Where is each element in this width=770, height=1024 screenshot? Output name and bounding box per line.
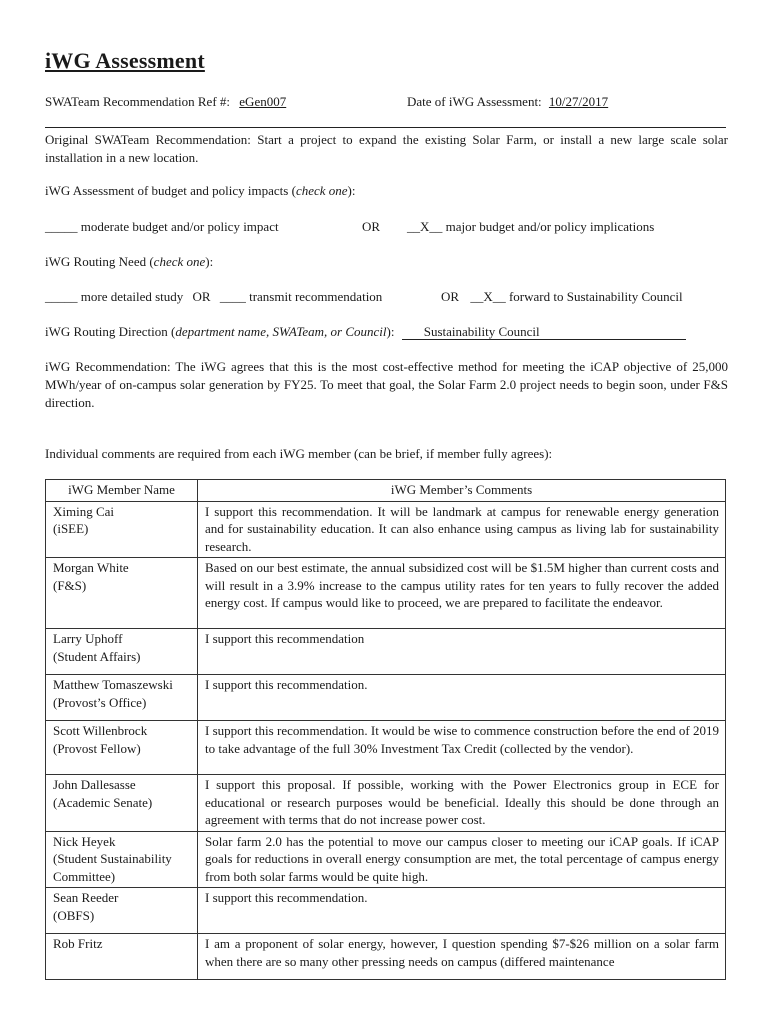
option-label-major: major budget and/or policy implications xyxy=(445,219,655,234)
member-cell xyxy=(46,721,198,775)
routing-heading-end: ): xyxy=(205,254,214,269)
routing-heading-text: iWG Routing Need ( xyxy=(45,254,154,269)
checkbox-blank-transmit[interactable]: ____ xyxy=(219,289,246,304)
member-affiliation: (F&S) xyxy=(53,577,87,593)
member-affiliation: (Student Sustainability Committee) xyxy=(53,851,172,884)
option-label-moderate: moderate budget and/or policy impact xyxy=(80,219,279,234)
reference-line xyxy=(45,93,286,111)
member-cell xyxy=(46,675,198,721)
routing-direction-value[interactable]: Sustainability Council xyxy=(402,325,686,340)
member-cell xyxy=(46,888,198,934)
checkbox-blank-moderate[interactable]: _____ xyxy=(45,219,78,234)
routing-direction-end: ): xyxy=(386,324,395,339)
table-row xyxy=(46,721,726,775)
header-member-comments: iWG Member’s Comments xyxy=(198,480,726,502)
original-recommendation: Original SWATeam Recommendation: Start a project to expand the existing Solar Farm, or install a new large scale solar installation in a new location. xyxy=(45,132,728,165)
member-comment: I support this recommendation. xyxy=(198,675,726,721)
table-row xyxy=(46,934,726,980)
member-affiliation: (Academic Senate) xyxy=(53,794,153,810)
member-affiliation: (OBFS) xyxy=(53,907,95,923)
member-cell xyxy=(46,831,198,888)
member-cell xyxy=(46,501,198,558)
member-cell xyxy=(46,775,198,832)
member-name: Ximing Cai xyxy=(53,503,115,519)
option-label-study: more detailed study xyxy=(80,289,184,304)
budget-option-moderate xyxy=(45,218,279,236)
member-comment: I support this recommendation. xyxy=(198,888,726,934)
member-affiliation: (Provost’s Office) xyxy=(53,694,147,710)
member-name: Matthew Tomaszewski xyxy=(53,677,173,692)
routing-option-study xyxy=(45,288,382,306)
budget-heading-text: iWG Assessment of budget and policy impacts ( xyxy=(45,183,296,198)
member-comment: Based on our best estimate, the annual subsidized cost will be $1.5M higher than current costs and will result in a 3.9% increase to the campus utility rates for ten years to fully recover the added energy cost. If campus would like to proceed, we are prepared to facilitate the endeavor. xyxy=(198,558,726,629)
comments-table xyxy=(45,479,726,980)
budget-heading-note: check one xyxy=(295,183,348,198)
member-comment: I am a proponent of solar energy, however, I question spending $7-$26 million on a solar farm when there are so many other pressing needs on campus (differed maintenance xyxy=(198,934,726,980)
budget-heading-end: ): xyxy=(347,183,356,198)
member-cell xyxy=(46,558,198,629)
member-comment: I support this recommendation. It would be wise to commence construction before the end of 2019 to take advantage of the full 30% Investment Tax Credit (collected by the vendor). xyxy=(198,721,726,775)
option-label-forward: forward to Sustainability Council xyxy=(508,289,683,304)
ref-label: SWATeam Recommendation Ref #: xyxy=(45,94,231,109)
table-row xyxy=(46,501,726,558)
table-header-row xyxy=(46,480,726,502)
table-row xyxy=(46,558,726,629)
table-row xyxy=(46,629,726,675)
member-cell xyxy=(46,934,198,980)
date-value: 10/27/2017 xyxy=(548,94,609,109)
member-affiliation: (Student Affairs) xyxy=(53,648,141,664)
header-member-name: iWG Member Name xyxy=(46,480,198,502)
routing-direction-note: department name, SWATeam, or Council xyxy=(175,324,387,339)
table-row xyxy=(46,831,726,888)
checkbox-marked-major[interactable]: __X__ xyxy=(407,219,443,234)
page-title: iWG Assessment xyxy=(45,48,205,73)
checkbox-marked-forward[interactable]: __X__ xyxy=(470,289,506,304)
routing-direction xyxy=(45,323,686,341)
date-line xyxy=(407,93,608,111)
member-name: Nick Heyek xyxy=(53,833,116,849)
member-comment: I support this recommendation xyxy=(198,629,726,675)
routing-heading-note: check one xyxy=(153,254,206,269)
routing-need-heading xyxy=(45,253,213,271)
iwg-recommendation: iWG Recommendation: The iWG agrees that this is the most cost-effective method for meeting the iCAP objective of 25,000 MWh/year of on-campus solar generation by FY25. To meet that goal, the Solar Farm 2.0 project needs to begin soon, under F&S direction. xyxy=(45,359,728,410)
budget-option-major xyxy=(407,218,654,236)
member-name: John Dallesasse xyxy=(53,777,136,792)
ref-value: eGen007 xyxy=(239,94,287,109)
member-name: Rob Fritz xyxy=(53,936,103,951)
member-comment: Solar farm 2.0 has the potential to move our campus closer to meeting our iCAP goals. If iCAP goals for reductions in overall energy consumption are met, the total percentage of campus energy from both solar farms would be quite high. xyxy=(198,831,726,888)
table-row xyxy=(46,775,726,832)
table-row xyxy=(46,675,726,721)
routing-or-1: OR xyxy=(192,289,211,304)
member-affiliation: (Provost Fellow) xyxy=(53,740,141,756)
member-affiliation: (iSEE) xyxy=(53,521,89,536)
table-row xyxy=(46,888,726,934)
member-name: Sean Reeder xyxy=(53,890,119,905)
member-name: Morgan White xyxy=(53,560,129,575)
routing-option-forward xyxy=(441,288,683,306)
date-label: Date of iWG Assessment: xyxy=(407,94,542,109)
budget-heading xyxy=(45,182,356,200)
routing-direction-label: iWG Routing Direction ( xyxy=(45,324,176,339)
budget-or: OR xyxy=(362,219,381,234)
member-name: Larry Uphoff xyxy=(53,631,123,646)
member-comment: I support this recommendation. It will be landmark at campus for renewable energy generation and for sustainability education. It can also enhance using campus as living lab for sustainability research. xyxy=(198,501,726,558)
routing-or-2: OR xyxy=(441,289,460,304)
option-label-transmit: transmit recommendation xyxy=(249,289,383,304)
member-comment: I support this proposal. If possible, working with the Power Electronics group in ECE for educational or research purposes would be beneficial. Ideally this should be done through an agreement with terms that do not increase power cost. xyxy=(198,775,726,832)
header-divider xyxy=(45,127,726,128)
member-cell xyxy=(46,629,198,675)
member-name: Scott Willenbrock xyxy=(53,723,148,738)
checkbox-blank-study[interactable]: _____ xyxy=(45,289,78,304)
comments-intro: Individual comments are required from each iWG member (can be brief, if member fully agrees): xyxy=(45,446,553,461)
